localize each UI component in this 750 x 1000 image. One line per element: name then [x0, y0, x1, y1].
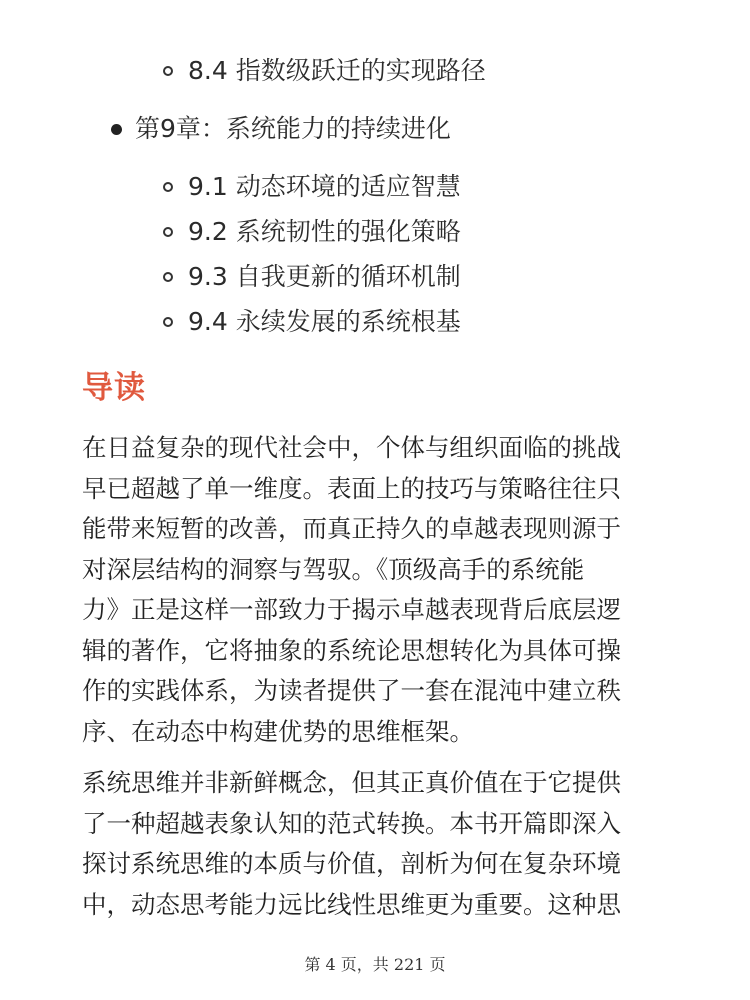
paragraph-2: [82, 763, 672, 925]
paragraph-1: [82, 428, 672, 752]
paragraph-line: 系统思维并非新鲜概念，但其正真价值在于它提供: [82, 768, 621, 797]
hollow-bullet-icon: [163, 182, 173, 192]
hollow-bullet-icon: [163, 272, 173, 282]
toc-item-9-1[interactable]: 9.1 动态环境的适应智慧: [188, 172, 461, 201]
hollow-bullet-icon: [163, 317, 173, 327]
toc-item-9-2[interactable]: 9.2 系统韧性的强化策略: [188, 217, 461, 246]
paragraph-line: 中，动态思考能力远比线性思维更为重要。这种思: [82, 889, 621, 919]
toc-item-9-4[interactable]: 9.4 永续发展的系统根基: [188, 307, 461, 336]
hollow-bullet-icon: [163, 227, 173, 237]
paragraph-line: 序、在动态中构建优势的思维框架。: [82, 716, 474, 746]
page-number-footer: 第 4 页，共 221 页: [304, 955, 446, 974]
hollow-bullet-icon: [163, 66, 173, 76]
paragraph-line: 早已超越了单一维度。表面上的技巧与策略往往只: [82, 473, 621, 503]
paragraph-line: 了一种超越表象认知的范式转换。本书开篇即深入: [82, 808, 621, 838]
toc-item-9-3[interactable]: 9.3 自我更新的循环机制: [188, 262, 461, 291]
paragraph-line: 探讨系统思维的本质与价值，剖析为何在复杂环境: [82, 849, 621, 878]
toc-item-8-4[interactable]: 8.4 指数级跃迁的实现路径: [188, 56, 486, 85]
paragraph-line: 辑的著作，它将抽象的系统论思想转化为具体可操: [82, 635, 621, 665]
paragraph-line: 对深层结构的洞察与驾驭。《顶级高手的系统能: [82, 554, 585, 584]
paragraph-line: 在日益复杂的现代社会中，个体与组织面临的挑战: [82, 433, 621, 462]
paragraph-line: 能带来短暂的改善，而真正持久的卓越表现则源于: [82, 514, 621, 543]
paragraph-line: 力》正是这样一部致力于揭示卓越表现背后底层逻: [82, 595, 621, 624]
paragraph-line: 作的实践体系，为读者提供了一套在混沌中建立秩: [82, 676, 621, 705]
toc-chapter-9[interactable]: 第9章：系统能力的持续进化: [135, 114, 451, 143]
section-heading: 导读: [82, 370, 146, 406]
solid-bullet-icon: [111, 124, 122, 135]
